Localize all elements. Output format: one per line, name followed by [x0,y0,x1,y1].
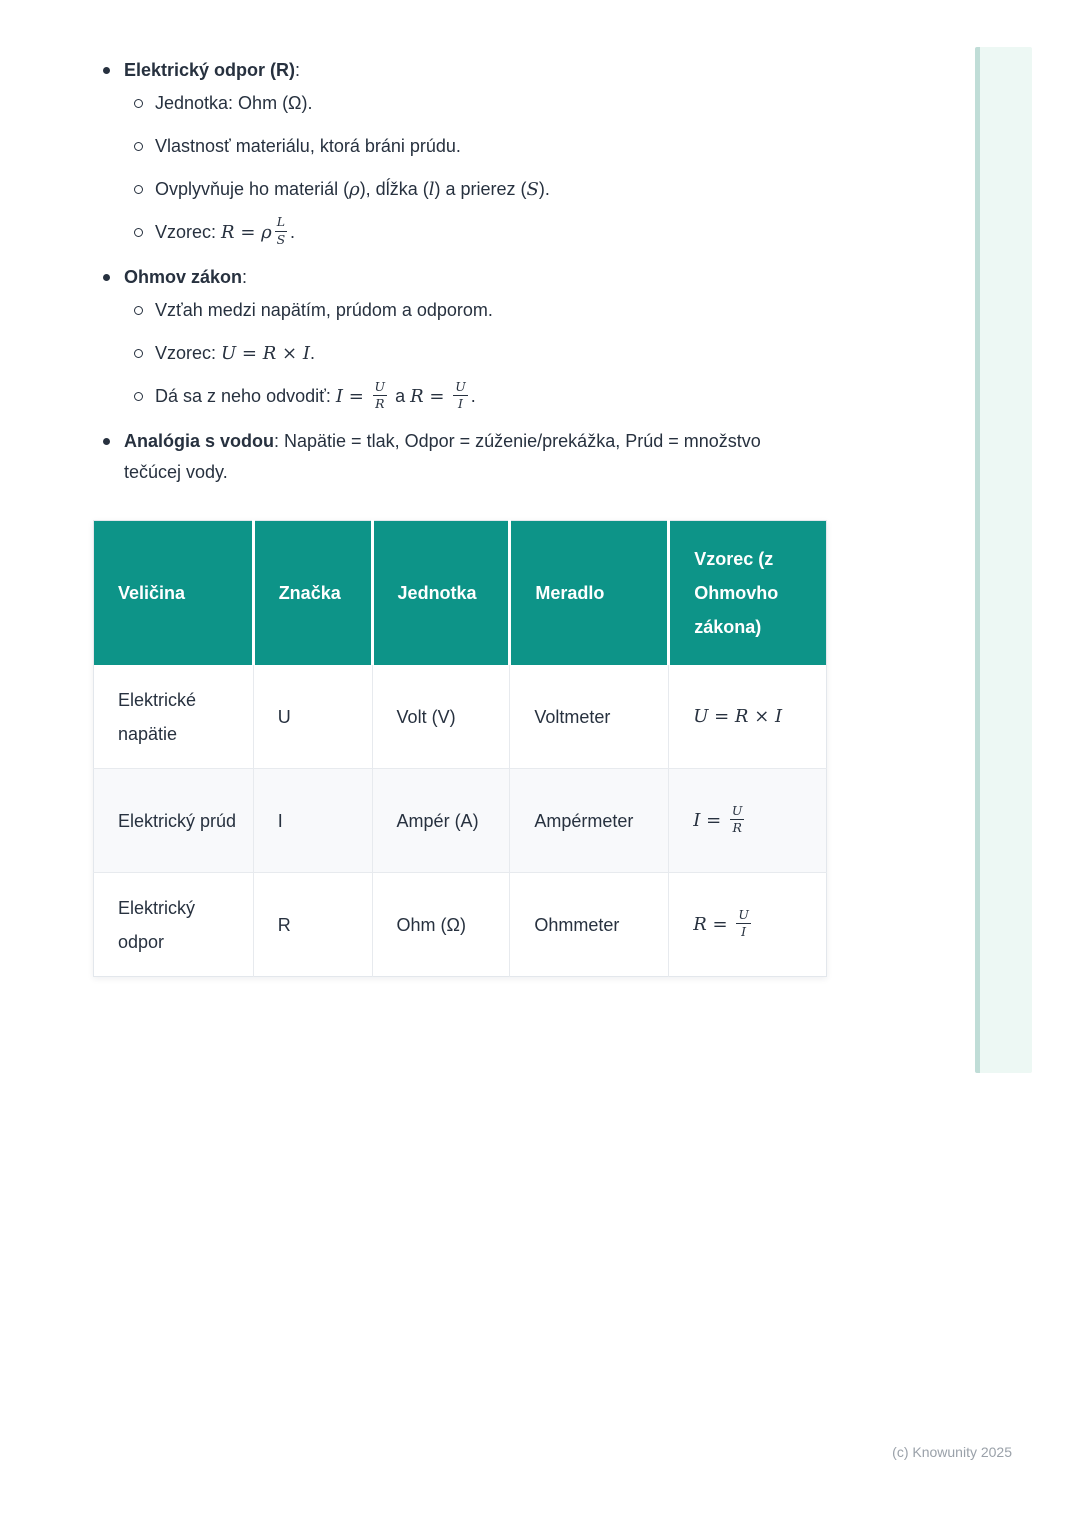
formula-line [155,214,1080,249]
math-operator: = [343,386,370,408]
footer-copyright: (c) Knowunity 2025 [892,1444,1012,1460]
math-symbol: I [302,343,310,365]
text-segment: ), dĺžka ( [359,179,429,199]
side-accent-bar [975,47,1032,1073]
table-header-row [94,521,827,665]
math-operator: = [706,914,734,936]
fraction-numerator: U [730,804,745,820]
column-header-jednotka: Jednotka [372,521,510,665]
circle-bullet-icon [134,228,143,237]
sub-bullet-item [0,295,1080,326]
math-symbol: l [428,179,435,200]
fraction-denominator: S [276,231,286,247]
sub-bullet-list [0,295,1080,413]
bullet-title [124,262,769,293]
text-segment: Vzorec: [155,343,222,364]
bullet-icon [103,274,110,281]
circle-bullet-icon [134,99,143,108]
cell-vzorec [669,873,827,977]
formula-line [155,338,1080,369]
sub-bullet-item [0,88,1080,119]
cell-jednotka: Ampér (A) [372,769,510,873]
cell-meradlo: Voltmeter [510,665,669,769]
text-segment: a [390,386,411,407]
fraction-numerator: U [373,380,388,396]
cell-velicina: Elektrický odpor [94,873,254,977]
table-header [94,521,827,665]
text-segment: . [309,343,315,364]
cell-znacka: U [253,665,372,769]
table-row-napatie [94,665,827,769]
column-header-vzorec: Vzorec (z Ohmovho zákona) [669,521,827,665]
math-symbol: S [526,179,539,200]
math-symbol: U [693,706,709,727]
bullet-title-colon: : [242,267,248,288]
circle-bullet-icon [134,185,143,194]
fraction [275,215,287,247]
math-symbol: I [693,810,701,832]
math-symbol: R [221,222,235,243]
cell-velicina: Elektrické napätie [94,665,254,769]
fraction [736,908,751,940]
cell-vzorec [669,665,827,769]
text-segment: Vzorec: [155,222,222,242]
cell-vzorec [669,769,827,873]
sub-bullet-text: Vlastnosť materiálu, ktorá bráni prúdu. [155,136,461,156]
math-operator: = [234,222,262,243]
bullet-item-analogia [0,426,1080,488]
math-symbol: ρ [261,222,272,243]
math-symbol: I [335,386,343,408]
column-header-velicina: Veličina [94,521,254,665]
text-segment: : Napätie = tlak, Odpor = zúženie/prekážka, Prúd = množstvo tečúcej vody. [124,431,761,483]
sub-bullet-list [0,88,1080,249]
quantities-table [93,520,827,977]
sub-bullet-text: Vzťah medzi napätím, prúdom a odporom. [155,300,493,321]
math-symbol: R [410,386,424,408]
bullet-line [0,426,1080,488]
bullet-icon [103,67,110,74]
cell-meradlo: Ohmmeter [510,873,669,977]
circle-bullet-icon [134,142,143,151]
sub-bullet-text [155,174,1080,205]
math-symbol: R [734,706,749,727]
column-header-meradlo: Meradlo [510,521,669,665]
bullet-title-text: Elektrický odpor (R) [124,60,296,80]
sub-bullet-item [0,174,1080,205]
bullet-title [124,55,769,86]
fraction-numerator: U [453,380,468,396]
math-operator: = [423,386,451,408]
cell-jednotka: Ohm (Ω) [372,873,510,977]
circle-bullet-icon [134,392,143,401]
math-symbol: ρ [349,179,360,200]
math-symbol: R [693,914,707,936]
bullet-icon [103,438,110,445]
bullet-paragraph [124,426,769,488]
cell-znacka: I [253,769,372,873]
math-operator: = [708,706,735,727]
math-operator: = [236,343,263,365]
text-segment: . [290,222,296,242]
bullet-line [0,262,1080,293]
math-operator: × [748,706,776,727]
bullet-item-ohmov-zakon [0,262,1080,413]
table-row-odpor [94,873,827,977]
sub-bullet-text: Jednotka: Ohm (Ω). [155,93,313,113]
math-symbol: R [262,343,277,365]
text-segment: . [470,386,476,407]
fraction-denominator: I [741,924,747,939]
math-operator: = [700,810,727,832]
sub-bullet-item [0,214,1080,249]
bullet-title-colon: : [295,60,301,80]
cell-velicina: Elektrický prúd [94,769,254,873]
fraction-denominator: R [375,395,385,411]
bullet-line [0,55,1080,86]
fraction-numerator: L [275,215,287,231]
bullet-item-elektricky-odpor [0,55,1080,249]
circle-bullet-icon [134,306,143,315]
math-symbol: I [775,706,783,727]
fraction [730,804,745,836]
text-segment: Ovplyvňuje ho materiál ( [155,179,350,199]
circle-bullet-icon [134,349,143,358]
cell-znacka: R [253,873,372,977]
math-operator: × [276,343,303,365]
fraction-numerator: U [736,908,751,924]
formula-line [155,378,1080,413]
sub-bullet-item [0,131,1080,162]
fraction-denominator: R [732,820,742,835]
cell-jednotka: Volt (V) [372,665,510,769]
column-header-znacka: Značka [253,521,372,665]
text-segment: ). [538,179,550,199]
text-segment: ) a prierez ( [434,179,527,199]
text-segment: Dá sa z neho odvodiť: [155,386,336,407]
table-row-prud [94,769,827,873]
cell-meradlo: Ampérmeter [510,769,669,873]
bullet-title-text: Analógia s vodou [124,431,275,452]
bullet-title-text: Ohmov zákon [124,267,243,288]
fraction [373,380,388,412]
fraction [453,380,468,412]
fraction-denominator: I [457,395,463,411]
sub-bullet-item [0,338,1080,369]
math-symbol: U [221,343,237,365]
sub-bullet-item [0,378,1080,413]
